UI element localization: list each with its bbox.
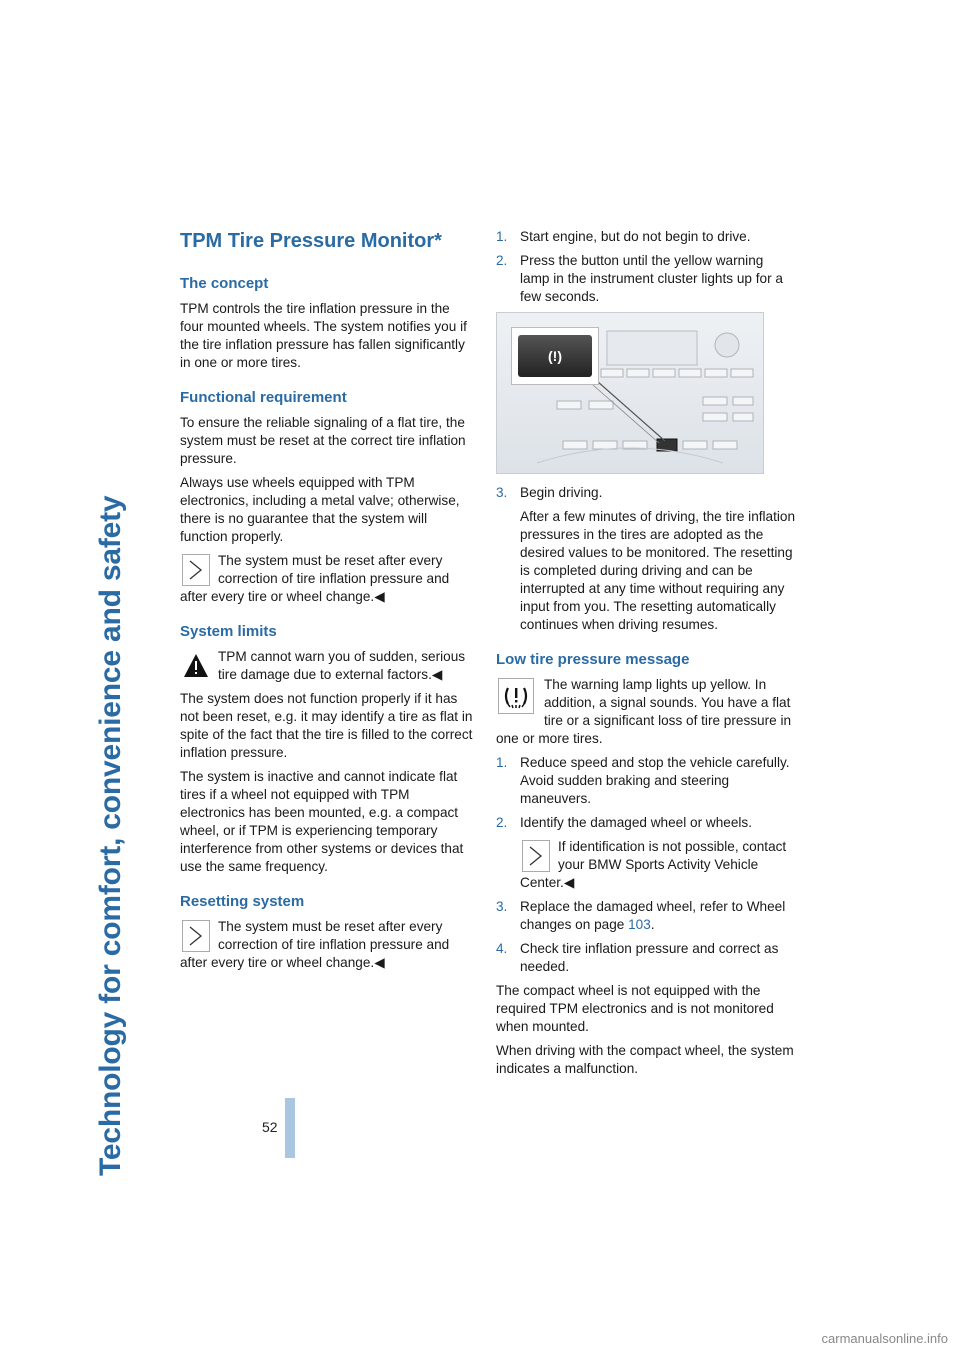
tpm-reset-button (518, 335, 592, 377)
left-column (180, 228, 476, 978)
dashboard-figure (496, 312, 764, 474)
low-step-4 (496, 940, 796, 976)
warning-limits (180, 648, 476, 684)
step-number: 1. (496, 755, 508, 770)
note-identification-text: If identification is not possible, contact your BMW Sports Activity Vehicle Center.◀ (520, 839, 787, 890)
step-text (520, 898, 796, 934)
note-arrow-icon (522, 840, 550, 872)
step-number: 2. (496, 253, 508, 268)
step-text: Start engine, but do not begin to drive. (520, 229, 751, 244)
limits-text-2: The system is inactive and cannot indicate flat tires if a wheel not equipped with TPM electronics has been mounted, e.g. a compact wheel, or if TPM is experiencing temporary interference from other systems or devices that use the same frequency. (180, 769, 464, 874)
note-arrow-icon (182, 554, 210, 586)
page-link[interactable]: 103 (628, 917, 651, 932)
step-1 (496, 228, 796, 246)
step-number: 4. (496, 941, 508, 956)
note-identification (520, 838, 796, 892)
side-section-title: Technology for comfort, convenience and safety (94, 495, 127, 1176)
tire-warning-icon: (!) (548, 348, 562, 364)
functional-text-2: Always use wheels equipped with TPM electronics, including a metal valve; otherwise, there is no guarantee that the system will function properly. (180, 475, 460, 544)
step-number: 2. (496, 815, 508, 830)
note-arrow-icon (182, 920, 210, 952)
note-reset (180, 552, 476, 606)
concept-text: TPM controls the tire inflation pressure in the four mounted wheels. The system notifies you if the tire inflation pressure has fallen significantly in one or more tires. (180, 301, 467, 370)
limits-text-1: The system does not function properly if it has not been reset, e.g. it may identify a tire as flat in spite of the fact that the tire is filled to the correct inflation pressure. (180, 691, 473, 760)
step-3 (496, 484, 796, 502)
step-text: Press the button until the yellow warning lamp in the instrument cluster lights up for a few seconds. (520, 253, 783, 304)
step-text-part: . (650, 917, 655, 932)
step-text: Begin driving. (520, 485, 603, 500)
tire-pressure-warning-icon (498, 678, 534, 714)
page-number: 52 (262, 1119, 278, 1135)
right-column (496, 228, 796, 1084)
heading-concept: The concept (180, 275, 269, 292)
note-resetting (180, 918, 476, 972)
step-number: 1. (496, 229, 508, 244)
watermark: carmanualsonline.info (821, 1331, 948, 1346)
compact-wheel-text-1: The compact wheel is not equipped with the required TPM electronics and is not monitored when mounted. (496, 983, 774, 1034)
page-marker-bar (285, 1098, 295, 1158)
step-number: 3. (496, 485, 508, 500)
step-text: Reduce speed and stop the vehicle carefully. Avoid sudden braking and steering maneuvers. (520, 755, 790, 806)
section-title: TPM Tire Pressure Monitor* (180, 230, 442, 252)
step-number: 3. (496, 899, 508, 914)
functional-text-1: To ensure the reliable signaling of a flat tire, the system must be reset at the correct tire inflation pressure. (180, 415, 466, 466)
low-pressure-message (496, 676, 796, 748)
compact-wheel-text-2: When driving with the compact wheel, the system indicates a malfunction. (496, 1043, 794, 1076)
step-text: Check tire inflation pressure and correct as needed. (520, 941, 779, 974)
step-2 (496, 252, 796, 306)
step-text-part: Replace the damaged wheel, refer to Wheel changes on page (520, 899, 786, 932)
low-step-2 (496, 814, 796, 832)
heading-low-tire-pressure: Low tire pressure message (496, 651, 690, 668)
low-step-1 (496, 754, 796, 808)
low-pressure-text: The warning lamp lights up yellow. In addition, a signal sounds. You have a flat tire or a significant loss of tire pressure in one or more tires. (496, 677, 792, 746)
step-text: Identify the damaged wheel or wheels. (520, 815, 752, 830)
heading-functional-requirement: Functional requirement (180, 389, 347, 406)
warning-limits-text: TPM cannot warn you of sudden, serious tire damage due to external factors.◀ (218, 649, 466, 682)
step-3-detail: After a few minutes of driving, the tire inflation pressures in the tires are adopted as the desired values to be monitored. The resetting is completed during driving and can be interrupted at any time without requiring any input from you. The resetting automatically continues when driving resumes. (520, 509, 796, 632)
heading-resetting-system: Resetting system (180, 893, 305, 910)
tpm-button-callout (511, 327, 599, 385)
heading-system-limits: System limits (180, 623, 277, 640)
note-resetting-text: The system must be reset after every correction of tire inflation pressure and after every tire or wheel change.◀ (180, 919, 450, 970)
warning-triangle-icon (182, 650, 210, 682)
low-step-3 (496, 898, 796, 934)
note-reset-text: The system must be reset after every correction of tire inflation pressure and after every tire or wheel change.◀ (180, 553, 450, 604)
